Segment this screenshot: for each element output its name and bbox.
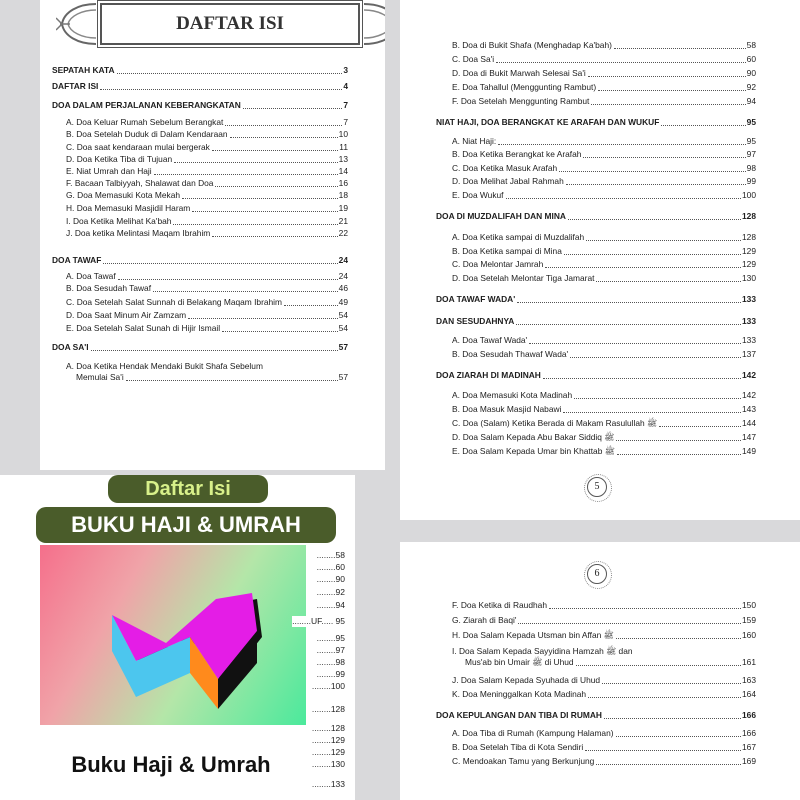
toc-entry-label: J. Doa Salam Kepada Syuhada di Uhud [452, 675, 601, 685]
toc-entry [66, 129, 348, 140]
toc-entry-label: A. Doa Tawaf Wada' [452, 335, 528, 345]
toc-page-number: 11 [339, 142, 348, 152]
toc-page-number: 137 [742, 349, 756, 359]
ghost-page-number: ........60 [316, 562, 345, 572]
toc-entry [66, 310, 348, 321]
toc-leader-dots [585, 750, 741, 751]
toc-section-heading [436, 370, 756, 381]
page-number: 6 [587, 564, 607, 584]
toc-entry-label: B. Doa Ketika Berangkat ke Arafah [452, 149, 582, 159]
toc-section-heading [436, 316, 756, 327]
toc-page-number: 160 [742, 630, 756, 640]
toc-entry-label: DOA TAWAF WADA' [436, 294, 516, 304]
ghost-page-number: ........94 [316, 600, 345, 610]
ghost-page-number: ........129 [311, 747, 345, 757]
toc-entry-label: D. Doa di Bukit Marwah Selesai Sa'i [452, 68, 586, 78]
toc-entry [66, 190, 348, 201]
toc-section-heading [436, 710, 756, 721]
toc-leader-dots [570, 357, 741, 358]
toc-entry-label: DOA KEPULANGAN DAN TIBA DI RUMAH [436, 710, 602, 720]
right-bottom-page [400, 542, 800, 800]
toc-entry [66, 154, 348, 165]
toc-leader-dots [602, 683, 741, 684]
toc-leader-dots [574, 398, 741, 399]
toc-entry [452, 615, 756, 626]
toc-leader-dots [243, 108, 343, 109]
ghost-page-number: ........90 [316, 574, 345, 584]
toc-entry-label: B. Doa Sesudah Tawaf [66, 283, 152, 293]
toc-entry-label: SEPATAH KATA [52, 65, 115, 75]
toc-entry-label: G. Ziarah di Baqi' [452, 615, 517, 625]
toc-page-number: 142 [742, 390, 756, 400]
toc-leader-dots [496, 62, 746, 63]
toc-leader-dots [188, 318, 338, 319]
toc-page-number: 130 [742, 273, 756, 283]
toc-page-number: 129 [742, 259, 756, 269]
toc-entry-label: NIAT HAJI, DOA BERANGKAT KE ARAFAH DAN WUKUF [436, 117, 660, 127]
toc-leader-dots [588, 76, 746, 77]
toc-entry [452, 149, 756, 160]
toc-entry-label: DAN SESUDAHNYA [436, 316, 515, 326]
toc-entry-label: DOA ZIARAH DI MADINAH [436, 370, 541, 380]
toc-entry [66, 228, 348, 239]
toc-leader-dots [604, 718, 741, 719]
toc-page-number: 167 [742, 742, 756, 752]
toc-page-number: 22 [338, 228, 348, 238]
ghost-page-number: ........133 [311, 779, 345, 789]
toc-leader-dots [529, 343, 741, 344]
toc-entry-label: D. Doa Saat Minum Air Zamzam [66, 310, 187, 320]
toc-section-heading [52, 100, 348, 111]
toc-entry-wrap: A. Doa Ketika Hendak Mendaki Bukit Shafa Sebelum Memulai Sa'i 57 [66, 361, 348, 382]
toc-leader-dots [598, 90, 746, 91]
toc-page-number: 4 [343, 81, 348, 91]
toc-leader-dots [517, 302, 741, 303]
toc-leader-dots [563, 412, 741, 413]
toc-section-heading [436, 294, 756, 305]
toc-leader-dots [566, 184, 746, 185]
page-number: 5 [587, 477, 607, 497]
toc-leader-dots [518, 623, 741, 624]
toc-entry-label: A. Doa Tawaf [66, 271, 116, 281]
toc-entry-label: C. Doa Ketika Masuk Arafah [452, 163, 558, 173]
toc-entry-label: D. Doa Salam Kepada Abu Bakar Siddiq ﷺ [452, 432, 615, 442]
toc-entry-label: H. Doa Memasuki Masjidil Haram [66, 203, 191, 213]
toc-entry [452, 190, 756, 201]
ghost-page-number: ........92 [316, 587, 345, 597]
toc-entry-label: D. Doa Ketika Tiba di Tujuan [66, 154, 173, 164]
toc-page-number: 13 [338, 154, 348, 164]
toc-entry-label: J. Doa ketika Melintasi Maqam Ibrahim [66, 228, 211, 238]
left-page [40, 0, 385, 470]
toc-page-number: 159 [742, 615, 756, 625]
toc-entry [452, 163, 756, 174]
promo-card [0, 475, 355, 800]
toc-entry [66, 297, 348, 308]
toc-entry [452, 96, 756, 107]
toc-leader-dots [588, 697, 741, 698]
toc-entry [452, 689, 756, 700]
toc-entry-label: A. Niat Haji: [452, 136, 497, 146]
toc-entry-label: B. Doa Sesudah Thawaf Wada' [452, 349, 569, 359]
toc-page-number: 94 [746, 96, 756, 106]
toc-page-number: 24 [338, 255, 348, 265]
toc-entry [66, 203, 348, 214]
toc-entry-label: DOA SA'I [52, 342, 89, 352]
toc-page-number: 133 [742, 316, 756, 326]
toc-page-number: 24 [338, 271, 348, 281]
toc-entry [452, 742, 756, 753]
toc-entry [452, 259, 756, 270]
toc-section-heading [52, 81, 348, 92]
toc-entry [452, 756, 756, 767]
toc-leader-dots [586, 240, 741, 241]
toc-page-number: 3 [343, 65, 348, 75]
toc-page-number: 166 [742, 710, 756, 720]
toc-leader-dots [614, 48, 746, 49]
toc-page-number: 149 [742, 446, 756, 456]
toc-entry-label: K. Doa Meninggalkan Kota Madinah [452, 689, 587, 699]
toc-page-number: 128 [742, 232, 756, 242]
toc-entry [66, 166, 348, 177]
toc-page-number: 49 [338, 297, 348, 307]
toc-leader-dots [498, 144, 745, 145]
toc-entry [452, 273, 756, 284]
toc-leader-dots [225, 125, 342, 126]
toc-entry-label: E. Doa Tahallul (Menggunting Rambut) [452, 82, 597, 92]
toc-entry [452, 390, 756, 401]
toc-entry [452, 176, 756, 187]
toc-leader-dots [173, 224, 337, 225]
toc-entry-label: DOA DI MUZDALIFAH DAN MINA [436, 211, 566, 221]
toc-leader-dots [212, 150, 338, 151]
toc-leader-dots [616, 440, 741, 441]
toc-entry [452, 40, 756, 51]
toc-leader-dots [659, 426, 741, 427]
toc-page-number: 95 [746, 136, 756, 146]
toc-page-number: 147 [742, 432, 756, 442]
toc-leader-dots [182, 198, 338, 199]
toc-entry-wrap: I. Doa Salam Kepada Sayyidina Hamzah ﷺ dan Mus'ab bin Umair ﷺ di Uhud 161 [452, 646, 756, 667]
toc-page-number: 133 [742, 335, 756, 345]
toc-entry [66, 283, 348, 294]
toc-section-heading [436, 117, 756, 128]
toc-entry-label: A. Doa Ketika sampai di Muzdalifah [452, 232, 585, 242]
toc-page-number: 166 [742, 728, 756, 738]
toc-leader-dots [506, 198, 742, 199]
toc-leader-dots [91, 350, 338, 351]
toc-entry [452, 68, 756, 79]
ornament-right-icon [362, 0, 385, 48]
toc-section-heading [52, 65, 348, 76]
toc-entry [66, 216, 348, 227]
toc-entry [452, 630, 756, 641]
toc-entry [452, 246, 756, 257]
toc-leader-dots [154, 174, 338, 175]
toc-entry-label: E. Doa Setelah Salat Sunah di Hijir Ismail [66, 323, 221, 333]
toc-leader-dots [174, 162, 338, 163]
toc-page-number: 128 [742, 211, 756, 221]
toc-entry-label: F. Doa Ketika di Raudhah [452, 600, 547, 610]
toc-leader-dots [616, 736, 741, 737]
toc-entry-label: C. Doa Sa'i [452, 54, 495, 64]
toc-entry-label: C. Doa Melontar Jamrah [452, 259, 544, 269]
toc-entry-label: A. Doa Memasuki Kota Madinah [452, 390, 573, 400]
toc-leader-dots [215, 186, 337, 187]
toc-entry-label: B. Doa Setelah Duduk di Dalam Kendaraan [66, 129, 228, 139]
ghost-page-number: ........UF..... 95 [292, 616, 345, 626]
toc-leader-dots [100, 89, 342, 90]
toc-entry [452, 136, 756, 147]
toc-leader-dots [545, 267, 741, 268]
toc-page-number: 92 [746, 82, 756, 92]
toc-page-number: 7 [343, 100, 348, 110]
toc-entry-label: A. Doa Keluar Rumah Sebelum Berangkat [66, 117, 224, 127]
ghost-page-number: ........128 [311, 704, 345, 714]
toc-entry [452, 54, 756, 65]
toc-entry-label: DOA DALAM PERJALANAN KEBERANGKATAN [52, 100, 241, 110]
toc-page-number: 163 [742, 675, 756, 685]
right-top-page [400, 0, 800, 520]
toc-entry [452, 600, 756, 611]
toc-leader-dots [617, 454, 741, 455]
ghost-page-number: ........95 [316, 633, 345, 643]
toc-section-heading [52, 255, 348, 266]
ghost-page-number: ........97 [316, 645, 345, 655]
toc-entry [452, 232, 756, 243]
toc-entry [452, 349, 756, 360]
toc-page-number: 129 [742, 246, 756, 256]
toc-entry-label: G. Doa Memasuki Kota Mekah [66, 190, 181, 200]
toc-page-number: 54 [338, 310, 348, 320]
toc-page-number: 60 [746, 54, 756, 64]
toc-entry [452, 404, 756, 415]
toc-page-number: 144 [742, 418, 756, 428]
toc-page-number: 7 [343, 117, 348, 127]
toc-leader-dots [284, 305, 338, 306]
toc-entry [452, 335, 756, 346]
toc-entry-label: B. Doa Ketika sampai di Mina [452, 246, 562, 256]
toc-entry [452, 418, 756, 429]
toc-entry-label: B. Doa Setelah Tiba di Kota Sendiri [452, 742, 584, 752]
toc-leader-dots [103, 263, 337, 264]
toc-leader-dots [568, 219, 741, 220]
arrow-up-right-icon [112, 593, 282, 711]
ghost-page-number: ........58 [316, 550, 345, 560]
toc-entry-label: E. Doa Salam Kepada Umar bin Khattab ﷺ [452, 446, 615, 456]
toc-entry-label: H. Doa Salam Kepada Utsman bin Affan ﷺ [452, 630, 614, 640]
toc-page-number: 143 [742, 404, 756, 414]
ornament-left-icon [56, 0, 98, 48]
toc-page-number: 90 [746, 68, 756, 78]
toc-page-number: 14 [338, 166, 348, 176]
ghost-page-number: ........128 [311, 723, 345, 733]
toc-page-number: 169 [742, 756, 756, 766]
toc-entry-label: C. Doa (Salam) Ketika Berada di Makam Rasulullah ﷺ [452, 418, 658, 428]
toc-page-number: 46 [338, 283, 348, 293]
ghost-page-number: ........99 [316, 669, 345, 679]
toc-leader-dots [661, 125, 745, 126]
toc-entry [452, 432, 756, 443]
promo-bottom-label: Buku Haji & Umrah [42, 743, 300, 787]
toc-leader-dots [564, 254, 741, 255]
promo-title-badge: Daftar Isi [108, 475, 268, 503]
toc-entry [66, 117, 348, 128]
toc-entry-label: B. Doa Masuk Masjid Nabawi [452, 404, 562, 414]
toc-leader-dots [192, 211, 337, 212]
toc-page-number: 133 [742, 294, 756, 304]
toc-leader-dots [117, 73, 343, 74]
toc-leader-dots [543, 378, 741, 379]
toc-page-number: 16 [338, 178, 348, 188]
toc-entry-label: D. Doa Setelah Melontar Tiga Jamarat [452, 273, 595, 283]
toc-entry [66, 323, 348, 334]
toc-entry-label: C. Mendoakan Tamu yang Berkunjung [452, 756, 595, 766]
toc-leader-dots [616, 638, 741, 639]
toc-entry-label: E. Doa Wukuf [452, 190, 504, 200]
toc-leader-dots [596, 764, 741, 765]
toc-page-number: 97 [746, 149, 756, 159]
toc-entry-label: B. Doa di Bukit Shafa (Menghadap Ka'bah) [452, 40, 612, 50]
toc-entry-label: F. Bacaan Talbiyyah, Shalawat dan Doa [66, 178, 214, 188]
toc-leader-dots [222, 331, 338, 332]
toc-leader-dots [591, 104, 745, 105]
toc-entry [66, 271, 348, 282]
ghost-page-number: ........129 [311, 735, 345, 745]
toc-entry-label: DAFTAR ISI [52, 81, 99, 91]
toc-entry-label: D. Doa Melihat Jabal Rahmah [452, 176, 564, 186]
toc-page-number: 57 [338, 342, 348, 352]
toc-page-number: 142 [742, 370, 756, 380]
promo-subtitle-badge: BUKU HAJI & UMRAH [36, 507, 336, 543]
toc-entry [452, 446, 756, 457]
toc-entry-label: C. Doa Setelah Salat Sunnah di Belakang Maqam Ibrahim [66, 297, 283, 307]
toc-leader-dots [212, 236, 337, 237]
toc-page-number: 95 [746, 117, 756, 127]
toc-entry [452, 675, 756, 686]
toc-entry-label: F. Doa Setelah Menggunting Rambut [452, 96, 590, 106]
toc-entry [66, 142, 348, 153]
toc-entry [452, 728, 756, 739]
toc-page-number: 58 [746, 40, 756, 50]
toc-page-number: 99 [746, 176, 756, 186]
toc-entry [452, 82, 756, 93]
toc-leader-dots [559, 171, 745, 172]
toc-section-heading [52, 342, 348, 353]
toc-leader-dots [596, 281, 741, 282]
toc-leader-dots [516, 324, 741, 325]
toc-leader-dots [583, 157, 745, 158]
toc-leader-dots [549, 608, 741, 609]
toc-entry [66, 178, 348, 189]
toc-entry-label: A. Doa Tiba di Rumah (Kampung Halaman) [452, 728, 614, 738]
ghost-page-number: ........130 [311, 759, 345, 769]
toc-page-number: 10 [338, 129, 348, 139]
toc-entry-label: C. Doa saat kendaraan mulai bergerak [66, 142, 210, 152]
toc-page-number: 19 [338, 203, 348, 213]
toc-page-number: 98 [746, 163, 756, 173]
toc-leader-dots [153, 291, 338, 292]
toc-leader-dots [230, 137, 338, 138]
toc-page-number: 164 [742, 689, 756, 699]
toc-entry-label: I. Doa Ketika Melihat Ka'bah [66, 216, 172, 226]
page-title: DAFTAR ISI [100, 3, 360, 45]
ghost-page-number: ........100 [311, 681, 345, 691]
toc-section-heading [436, 211, 756, 222]
toc-page-number: 100 [742, 190, 756, 200]
toc-page-number: 54 [338, 323, 348, 333]
toc-page-number: 150 [742, 600, 756, 610]
toc-entry-label: E. Niat Umrah dan Haji [66, 166, 152, 176]
toc-entry-label: DOA TAWAF [52, 255, 102, 265]
toc-leader-dots [118, 279, 338, 280]
ghost-page-number: ........98 [316, 657, 345, 667]
toc-page-number: 18 [338, 190, 348, 200]
toc-page-number: 21 [338, 216, 348, 226]
